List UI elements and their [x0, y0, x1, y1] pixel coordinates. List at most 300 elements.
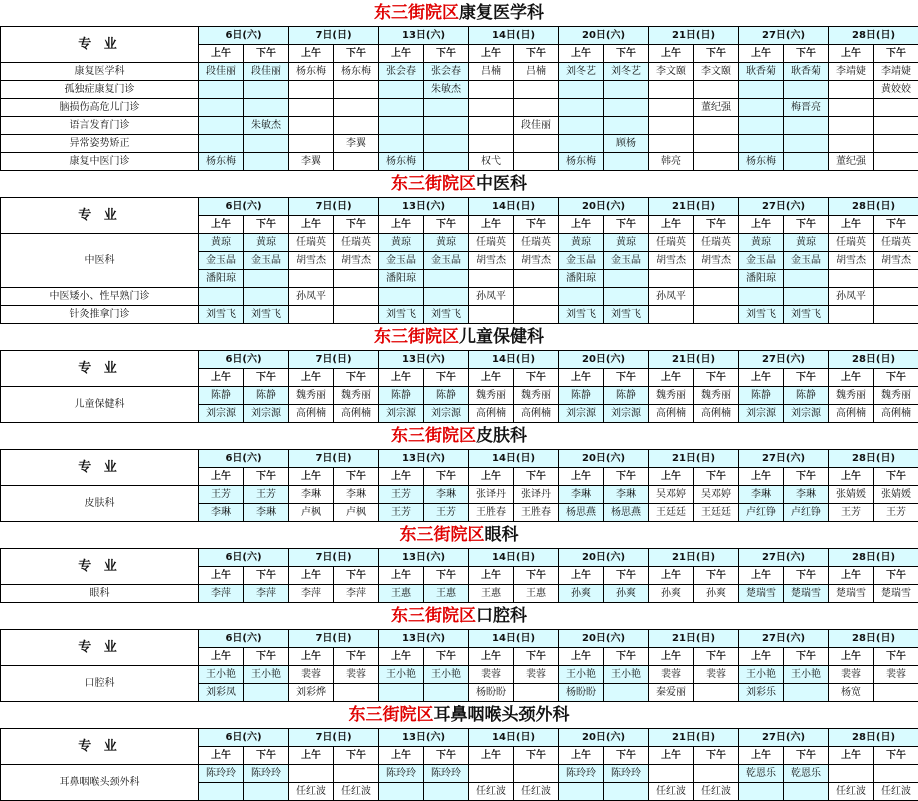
afternoon-header: 下午 — [244, 747, 289, 765]
doctor-cell: 楚瑞雪 — [829, 585, 874, 603]
doctor-cell — [784, 270, 829, 288]
doctor-cell — [289, 270, 334, 288]
date-header-row — [1, 351, 918, 369]
date-header: 28日(日) — [829, 630, 918, 648]
afternoon-header: 下午 — [424, 567, 469, 585]
date-header-row — [1, 549, 918, 567]
doctor-cell — [424, 99, 469, 117]
doctor-cell: 段佳丽 — [514, 117, 559, 135]
date-header: 27日(六) — [739, 351, 829, 369]
doctor-cell — [694, 684, 739, 702]
doctor-cell — [334, 270, 379, 288]
doctor-cell: 张译丹 — [469, 486, 514, 504]
clinic-name: 异常姿势矫正 — [1, 135, 199, 153]
doctor-cell: 任红波 — [829, 783, 874, 801]
doctor-cell: 卢枫 — [289, 504, 334, 522]
doctor-cell: 裴蓉 — [694, 666, 739, 684]
morning-header: 上午 — [199, 468, 244, 486]
afternoon-header: 下午 — [874, 567, 918, 585]
doctor-cell — [739, 135, 784, 153]
afternoon-header: 下午 — [694, 468, 739, 486]
doctor-cell — [694, 306, 739, 324]
date-header: 7日(日) — [289, 198, 379, 216]
doctor-cell — [199, 135, 244, 153]
doctor-cell: 王芳 — [199, 486, 244, 504]
doctor-cell: 杨盼盼 — [469, 684, 514, 702]
date-header: 7日(日) — [289, 630, 379, 648]
doctor-cell: 杨东梅 — [379, 153, 424, 171]
morning-header: 上午 — [829, 567, 874, 585]
doctor-cell: 刘彩烨 — [289, 684, 334, 702]
doctor-cell: 刘冬艺 — [559, 63, 604, 81]
doctor-cell: 张译丹 — [514, 486, 559, 504]
doctor-cell: 魏秀丽 — [874, 387, 918, 405]
afternoon-header: 下午 — [244, 567, 289, 585]
doctor-cell — [784, 684, 829, 702]
doctor-cell: 刘雪飞 — [784, 306, 829, 324]
date-header: 27日(六) — [739, 27, 829, 45]
afternoon-header: 下午 — [604, 369, 649, 387]
afternoon-header: 下午 — [514, 648, 559, 666]
doctor-cell: 黄姣姣 — [874, 81, 918, 99]
doctor-cell — [784, 783, 829, 801]
morning-header: 上午 — [559, 567, 604, 585]
doctor-cell — [874, 684, 918, 702]
doctor-cell — [514, 135, 559, 153]
doctor-cell — [514, 288, 559, 306]
doctor-cell — [784, 288, 829, 306]
doctor-cell — [469, 306, 514, 324]
afternoon-header: 下午 — [694, 747, 739, 765]
doctor-cell: 王廷廷 — [694, 504, 739, 522]
doctor-cell: 刘雪飞 — [604, 306, 649, 324]
afternoon-header: 下午 — [604, 567, 649, 585]
doctor-cell: 陈玲玲 — [244, 765, 289, 783]
clinic-name: 针灸推拿门诊 — [1, 306, 199, 324]
date-header: 20日(六) — [559, 27, 649, 45]
doctor-cell — [244, 153, 289, 171]
table-row — [1, 288, 918, 306]
doctor-cell — [334, 99, 379, 117]
afternoon-header: 下午 — [604, 747, 649, 765]
doctor-cell: 王芳 — [379, 486, 424, 504]
doctor-cell: 王芳 — [379, 504, 424, 522]
date-header: 6日(六) — [199, 630, 289, 648]
doctor-cell — [514, 306, 559, 324]
doctor-cell — [334, 288, 379, 306]
morning-header: 上午 — [649, 747, 694, 765]
date-header: 21日(日) — [649, 450, 739, 468]
morning-header: 上午 — [379, 369, 424, 387]
doctor-cell: 陈静 — [784, 387, 829, 405]
table-row — [1, 153, 918, 171]
doctor-cell: 任瑞英 — [334, 234, 379, 252]
afternoon-header: 下午 — [334, 648, 379, 666]
doctor-cell: 杨思燕 — [604, 504, 649, 522]
date-header: 21日(日) — [649, 729, 739, 747]
date-header: 14日(日) — [469, 729, 559, 747]
doctor-cell: 刘雪飞 — [379, 306, 424, 324]
doctor-cell: 任红波 — [874, 783, 918, 801]
doctor-cell: 金玉晶 — [784, 252, 829, 270]
doctor-cell — [874, 306, 918, 324]
clinic-name: 脑损伤高危儿门诊 — [1, 99, 199, 117]
doctor-cell: 任瑞英 — [289, 234, 334, 252]
doctor-cell: 杨东梅 — [199, 153, 244, 171]
morning-header: 上午 — [469, 45, 514, 63]
doctor-cell — [874, 99, 918, 117]
doctor-cell: 胡雪杰 — [334, 252, 379, 270]
doctor-cell: 王芳 — [829, 504, 874, 522]
doctor-cell: 魏秀丽 — [289, 387, 334, 405]
morning-header: 上午 — [739, 45, 784, 63]
table-row — [1, 486, 918, 504]
doctor-cell — [739, 117, 784, 135]
section-department: 中医科 — [476, 174, 527, 194]
morning-header: 上午 — [379, 567, 424, 585]
morning-header: 上午 — [829, 747, 874, 765]
afternoon-header: 下午 — [694, 216, 739, 234]
date-header-row — [1, 450, 918, 468]
doctor-cell — [829, 306, 874, 324]
clinic-name: 康复中医门诊 — [1, 153, 199, 171]
doctor-cell — [289, 135, 334, 153]
afternoon-header: 下午 — [784, 369, 829, 387]
doctor-cell: 权弋 — [469, 153, 514, 171]
date-header: 20日(六) — [559, 351, 649, 369]
doctor-cell: 高俐楠 — [874, 405, 918, 423]
doctor-cell: 潘阳琼 — [379, 270, 424, 288]
doctor-cell: 陈玲玲 — [604, 765, 649, 783]
afternoon-header: 下午 — [784, 648, 829, 666]
doctor-cell: 李翼 — [289, 153, 334, 171]
doctor-cell: 金玉晶 — [379, 252, 424, 270]
schedule-body — [1, 765, 918, 801]
doctor-cell: 刘宗源 — [739, 405, 784, 423]
morning-header: 上午 — [829, 369, 874, 387]
doctor-cell: 刘宗源 — [424, 405, 469, 423]
date-header: 20日(六) — [559, 450, 649, 468]
date-header: 13日(六) — [379, 549, 469, 567]
afternoon-header: 下午 — [694, 567, 739, 585]
doctor-cell: 孙凤平 — [289, 288, 334, 306]
doctor-cell — [424, 117, 469, 135]
morning-header: 上午 — [289, 468, 334, 486]
doctor-cell: 金玉晶 — [604, 252, 649, 270]
doctor-cell: 吕楠 — [469, 63, 514, 81]
morning-header: 上午 — [829, 648, 874, 666]
section-location: 东三街院区 — [391, 174, 476, 194]
doctor-cell: 陈静 — [379, 387, 424, 405]
doctor-cell: 王惠 — [379, 585, 424, 603]
doctor-cell: 李琳 — [289, 486, 334, 504]
clinic-name: 中医科 — [1, 234, 199, 288]
doctor-cell — [604, 288, 649, 306]
doctor-cell — [559, 117, 604, 135]
doctor-cell: 孙凤平 — [649, 288, 694, 306]
doctor-cell: 耿香菊 — [739, 63, 784, 81]
doctor-cell: 楚瑞雪 — [874, 585, 918, 603]
doctor-cell: 王小艳 — [604, 666, 649, 684]
doctor-cell — [289, 765, 334, 783]
doctor-cell: 李萍 — [244, 585, 289, 603]
doctor-cell — [874, 765, 918, 783]
schedule-table — [0, 26, 918, 171]
doctor-cell: 黄琼 — [379, 234, 424, 252]
section-location: 东三街院区 — [374, 327, 459, 347]
doctor-cell: 魏秀丽 — [334, 387, 379, 405]
doctor-cell: 王惠 — [424, 585, 469, 603]
doctor-cell — [604, 117, 649, 135]
clinic-name: 康复医学科 — [1, 63, 199, 81]
morning-header: 上午 — [379, 468, 424, 486]
date-header: 28日(日) — [829, 27, 918, 45]
doctor-cell — [199, 99, 244, 117]
doctor-cell: 任瑞英 — [874, 234, 918, 252]
morning-header: 上午 — [379, 216, 424, 234]
doctor-cell: 王惠 — [514, 585, 559, 603]
date-header: 27日(六) — [739, 729, 829, 747]
doctor-cell — [829, 270, 874, 288]
doctor-cell: 裴蓉 — [514, 666, 559, 684]
afternoon-header: 下午 — [244, 468, 289, 486]
doctor-cell — [559, 783, 604, 801]
date-header: 28日(日) — [829, 198, 918, 216]
doctor-cell — [694, 81, 739, 99]
doctor-cell: 陈静 — [199, 387, 244, 405]
doctor-cell: 胡雪杰 — [649, 252, 694, 270]
doctor-cell: 胡雪杰 — [289, 252, 334, 270]
doctor-cell — [334, 153, 379, 171]
date-header: 20日(六) — [559, 198, 649, 216]
doctor-cell: 魏秀丽 — [694, 387, 739, 405]
doctor-cell — [604, 99, 649, 117]
doctor-cell: 刘宗源 — [604, 405, 649, 423]
doctor-cell — [244, 684, 289, 702]
doctor-cell: 张婧媛 — [829, 486, 874, 504]
schedule-table — [0, 449, 918, 522]
doctor-cell: 李琳 — [199, 504, 244, 522]
morning-header: 上午 — [739, 369, 784, 387]
afternoon-header: 下午 — [424, 369, 469, 387]
section-title — [0, 522, 918, 548]
doctor-cell — [649, 270, 694, 288]
afternoon-header: 下午 — [244, 648, 289, 666]
doctor-cell: 王芳 — [424, 504, 469, 522]
section-location: 东三街院区 — [391, 426, 476, 446]
doctor-cell — [334, 306, 379, 324]
table-row — [1, 234, 918, 252]
schedule-table — [0, 728, 918, 801]
doctor-cell: 李琳 — [244, 504, 289, 522]
doctor-cell: 黄琼 — [784, 234, 829, 252]
doctor-cell: 陈静 — [424, 387, 469, 405]
afternoon-header: 下午 — [514, 45, 559, 63]
date-header: 6日(六) — [199, 729, 289, 747]
section-department: 口腔科 — [476, 606, 527, 626]
doctor-cell: 杨思燕 — [559, 504, 604, 522]
table-row — [1, 666, 918, 684]
doctor-cell: 刘雪飞 — [244, 306, 289, 324]
afternoon-header: 下午 — [334, 567, 379, 585]
doctor-cell: 金玉晶 — [244, 252, 289, 270]
section-location: 东三街院区 — [349, 705, 434, 725]
doctor-cell: 朱敏杰 — [424, 81, 469, 99]
morning-header: 上午 — [289, 45, 334, 63]
schedule-table — [0, 197, 918, 324]
doctor-cell: 孙爽 — [649, 585, 694, 603]
doctor-cell — [289, 117, 334, 135]
doctor-cell — [289, 306, 334, 324]
doctor-cell — [829, 81, 874, 99]
date-header: 13日(六) — [379, 198, 469, 216]
morning-header: 上午 — [829, 468, 874, 486]
doctor-cell: 王小艳 — [739, 666, 784, 684]
date-header: 21日(日) — [649, 549, 739, 567]
doctor-cell — [379, 783, 424, 801]
table-row — [1, 306, 918, 324]
specialty-header: 专 业 — [1, 27, 199, 63]
date-header: 28日(日) — [829, 450, 918, 468]
date-header: 21日(日) — [649, 198, 739, 216]
doctor-cell: 刘彩乐 — [739, 684, 784, 702]
doctor-cell: 陈玲玲 — [199, 765, 244, 783]
doctor-cell: 陈静 — [244, 387, 289, 405]
morning-header: 上午 — [559, 369, 604, 387]
doctor-cell: 王小艳 — [784, 666, 829, 684]
table-row — [1, 765, 918, 783]
date-header: 28日(日) — [829, 549, 918, 567]
doctor-cell: 李文颐 — [649, 63, 694, 81]
table-row — [1, 63, 918, 81]
morning-header: 上午 — [829, 45, 874, 63]
morning-header: 上午 — [199, 747, 244, 765]
doctor-cell — [784, 135, 829, 153]
doctor-cell: 黄琼 — [244, 234, 289, 252]
doctor-cell: 潘阳琼 — [199, 270, 244, 288]
date-header: 13日(六) — [379, 351, 469, 369]
doctor-cell: 任红波 — [334, 783, 379, 801]
doctor-cell — [379, 117, 424, 135]
doctor-cell — [694, 288, 739, 306]
doctor-cell — [334, 117, 379, 135]
specialty-header: 专 业 — [1, 198, 199, 234]
doctor-cell — [424, 135, 469, 153]
doctor-cell: 段佳丽 — [199, 63, 244, 81]
doctor-cell: 任红波 — [649, 783, 694, 801]
table-row — [1, 135, 918, 153]
doctor-cell — [604, 153, 649, 171]
morning-header: 上午 — [739, 567, 784, 585]
date-header: 6日(六) — [199, 351, 289, 369]
morning-header: 上午 — [559, 468, 604, 486]
morning-header: 上午 — [289, 648, 334, 666]
clinic-name: 眼科 — [1, 585, 199, 603]
doctor-cell — [739, 783, 784, 801]
doctor-cell: 陈静 — [559, 387, 604, 405]
afternoon-header: 下午 — [244, 45, 289, 63]
doctor-cell — [199, 117, 244, 135]
doctor-cell: 魏秀丽 — [829, 387, 874, 405]
doctor-cell: 王小艳 — [379, 666, 424, 684]
doctor-cell — [244, 135, 289, 153]
doctor-cell — [244, 99, 289, 117]
doctor-cell: 任瑞英 — [514, 234, 559, 252]
doctor-cell: 王小艳 — [559, 666, 604, 684]
doctor-cell: 孙凤平 — [829, 288, 874, 306]
morning-header: 上午 — [289, 567, 334, 585]
doctor-cell: 任红波 — [514, 783, 559, 801]
doctor-cell: 李靖婕 — [874, 63, 918, 81]
morning-header: 上午 — [739, 747, 784, 765]
doctor-cell — [874, 135, 918, 153]
afternoon-header: 下午 — [784, 468, 829, 486]
doctor-cell: 楚瑞雪 — [784, 585, 829, 603]
doctor-cell: 朱敏杰 — [244, 117, 289, 135]
afternoon-header: 下午 — [604, 648, 649, 666]
doctor-cell: 杨东梅 — [739, 153, 784, 171]
doctor-cell — [334, 81, 379, 99]
doctor-cell: 任瑞英 — [694, 234, 739, 252]
date-header: 21日(日) — [649, 351, 739, 369]
morning-header: 上午 — [199, 45, 244, 63]
doctor-cell: 乾恩乐 — [739, 765, 784, 783]
doctor-cell: 陈静 — [604, 387, 649, 405]
doctor-cell: 王小艳 — [244, 666, 289, 684]
doctor-cell: 李琳 — [739, 486, 784, 504]
afternoon-header: 下午 — [334, 369, 379, 387]
afternoon-header: 下午 — [424, 747, 469, 765]
doctor-cell — [739, 81, 784, 99]
date-header-row — [1, 198, 918, 216]
doctor-cell: 高俐楠 — [289, 405, 334, 423]
afternoon-header: 下午 — [514, 567, 559, 585]
doctor-cell — [424, 288, 469, 306]
doctor-cell — [604, 684, 649, 702]
doctor-cell — [604, 783, 649, 801]
doctor-cell: 黄琼 — [739, 234, 784, 252]
date-header: 21日(日) — [649, 630, 739, 648]
doctor-cell: 王惠 — [469, 585, 514, 603]
morning-header: 上午 — [199, 567, 244, 585]
doctor-cell: 李萍 — [334, 585, 379, 603]
doctor-cell — [649, 135, 694, 153]
doctor-cell: 李琳 — [559, 486, 604, 504]
date-header: 13日(六) — [379, 729, 469, 747]
doctor-cell: 王廷廷 — [649, 504, 694, 522]
doctor-cell: 王小艳 — [424, 666, 469, 684]
doctor-cell: 任红波 — [694, 783, 739, 801]
doctor-cell — [874, 288, 918, 306]
morning-header: 上午 — [289, 216, 334, 234]
doctor-cell: 卢枫 — [334, 504, 379, 522]
afternoon-header: 下午 — [874, 747, 918, 765]
date-header: 27日(六) — [739, 549, 829, 567]
doctor-cell — [379, 288, 424, 306]
table-row — [1, 117, 918, 135]
date-header: 6日(六) — [199, 27, 289, 45]
clinic-name: 语言发育门诊 — [1, 117, 199, 135]
doctor-cell: 韩亮 — [649, 153, 694, 171]
specialty-header: 专 业 — [1, 351, 199, 387]
doctor-cell: 卢红铮 — [739, 504, 784, 522]
morning-header: 上午 — [469, 648, 514, 666]
clinic-name: 中医矮小、性早熟门诊 — [1, 288, 199, 306]
doctor-cell — [424, 270, 469, 288]
doctor-cell — [469, 765, 514, 783]
clinic-name: 耳鼻咽喉头颈外科 — [1, 765, 199, 801]
doctor-cell: 陈玲玲 — [379, 765, 424, 783]
